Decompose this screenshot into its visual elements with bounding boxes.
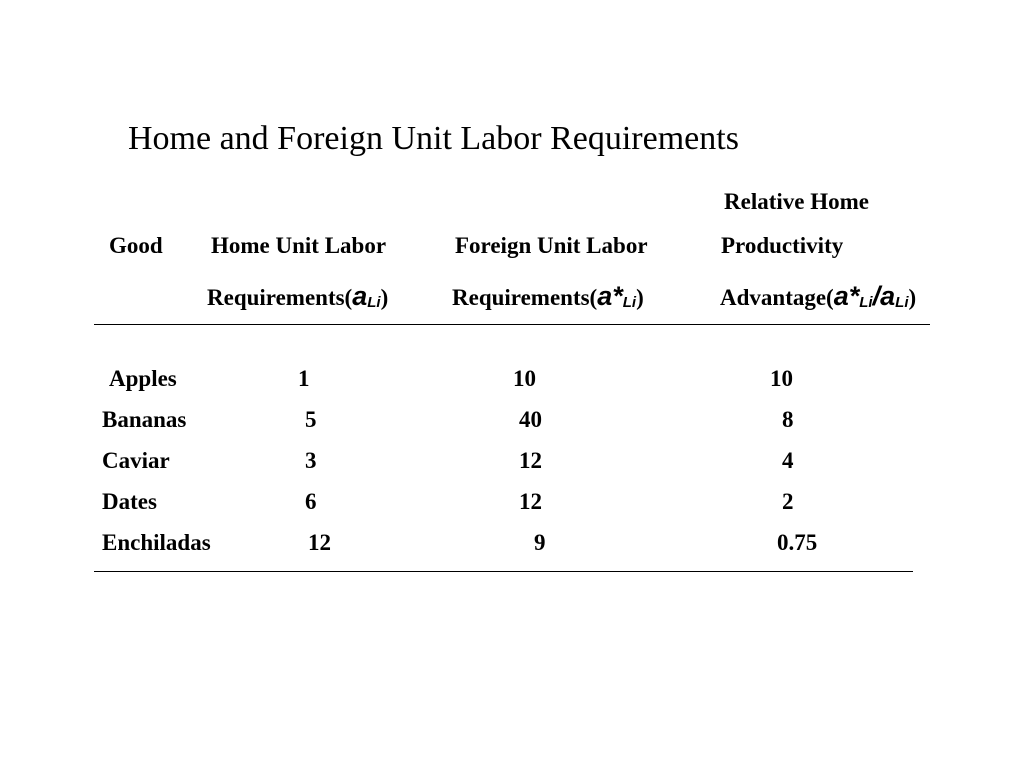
row-bananas-relative: 8 [782, 407, 794, 432]
table-bottom-rule [94, 571, 913, 572]
row-apples-home: 1 [298, 366, 310, 391]
row-dates-relative: 2 [782, 489, 794, 514]
home-labor-symbol: a [352, 281, 368, 311]
row-enchiladas-relative: 0.75 [777, 530, 818, 555]
row-caviar-good: Caviar [102, 448, 170, 473]
row-dates-home: 6 [305, 489, 317, 514]
header-foreign-line2 [452, 281, 644, 312]
row-caviar-home: 3 [305, 448, 317, 473]
header-relative-line1: Relative Home [724, 189, 869, 214]
row-apples-relative: 10 [770, 366, 793, 391]
row-apples-good: Apples [109, 366, 177, 391]
header-foreign-line1: Foreign Unit Labor [455, 233, 648, 258]
home-labor-subscript: Li [367, 294, 381, 311]
row-caviar-foreign: 12 [519, 448, 542, 473]
foreign-labor-symbol: a* [597, 281, 623, 311]
header-home-label: Requirements( [207, 285, 353, 310]
header-relative-line2: Productivity [721, 233, 844, 258]
header-relative-close: ) [908, 285, 917, 310]
row-dates-foreign: 12 [519, 489, 542, 514]
foreign-labor-subscript: Li [622, 294, 637, 311]
relative-home-symbol: a [880, 281, 896, 311]
slide-title: Home and Foreign Unit Labor Requirements [128, 120, 739, 157]
row-apples-foreign: 10 [513, 366, 536, 391]
row-bananas-home: 5 [305, 407, 317, 432]
relative-slash: / [872, 281, 881, 311]
relative-foreign-symbol: a* [833, 281, 860, 311]
row-enchiladas-good: Enchiladas [102, 530, 211, 555]
header-divider [94, 324, 930, 325]
row-dates-good: Dates [102, 489, 157, 514]
row-bananas-good: Bananas [102, 407, 187, 432]
header-foreign-close: ) [636, 285, 644, 310]
row-enchiladas-foreign: 9 [534, 530, 546, 555]
relative-home-subscript: Li [895, 294, 909, 311]
header-home-close: ) [380, 285, 389, 310]
relative-foreign-subscript: Li [859, 294, 873, 311]
row-bananas-foreign: 40 [519, 407, 542, 432]
row-caviar-relative: 4 [782, 448, 794, 473]
row-enchiladas-home: 12 [308, 530, 331, 555]
header-relative-label: Advantage( [720, 285, 834, 310]
header-home-line2 [207, 281, 388, 312]
header-good: Good [109, 233, 163, 258]
header-foreign-label: Requirements( [452, 285, 598, 310]
header-relative-line3 [720, 281, 916, 312]
header-home-line1: Home Unit Labor [211, 233, 387, 258]
